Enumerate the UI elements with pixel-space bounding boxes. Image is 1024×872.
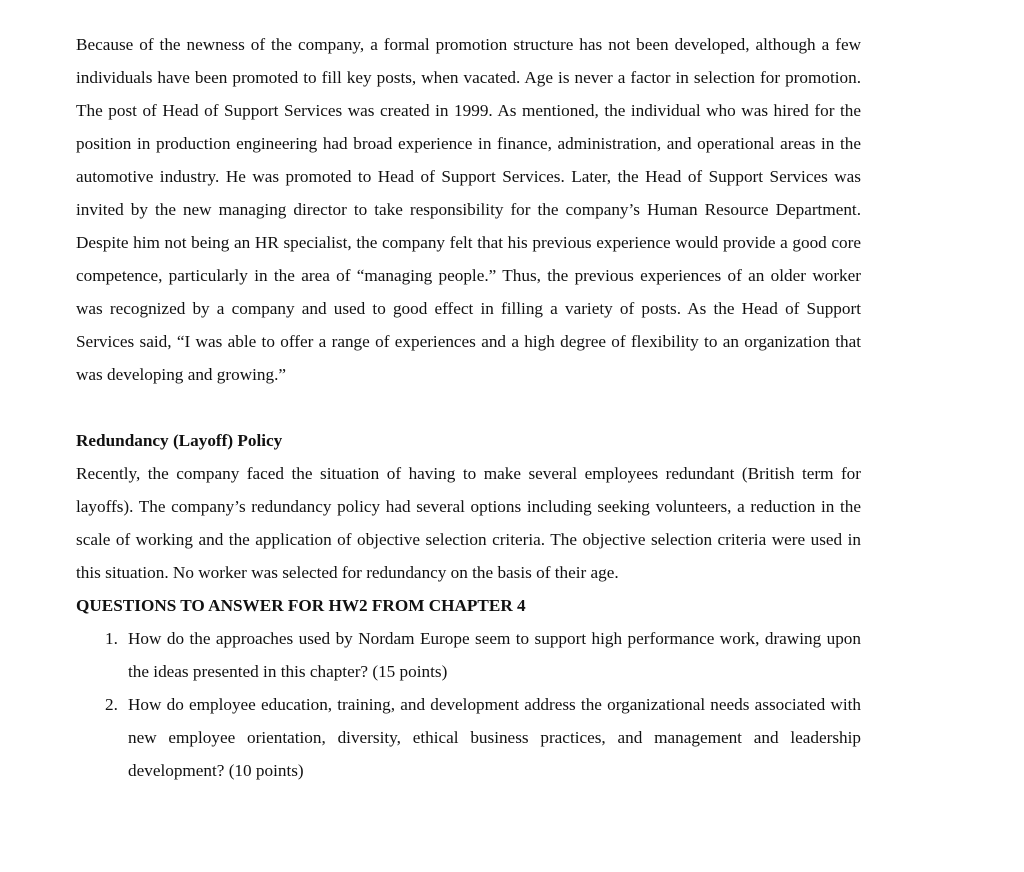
paragraph-spacer (76, 391, 861, 424)
question-item (76, 622, 861, 688)
redundancy-heading: Redundancy (Layoff) Policy (76, 431, 283, 450)
questions-heading: QUESTIONS TO ANSWER FOR HW2 FROM CHAPTER 4 (76, 596, 526, 615)
question-text: How do employee education, training, and development address the organizational needs associated with new employee orientation, diversity, ethical business practices, and management and leadership development? (10 points) (128, 695, 861, 780)
document-page (76, 28, 861, 787)
question-number: 1. (105, 629, 118, 648)
intro-paragraph: Because of the newness of the company, a formal promotion structure has not been developed, although a few individuals have been promoted to fill key posts, when vacated. Age is never a factor in selection for promotion. The post of Head of Support Services was created in 1999. As mentioned, the individual who was hired for the position in production engineering had broad experience in finance, administration, and operational areas in the automotive industry. He was promoted to Head of Support Services. Later, the Head of Support Services was invited by the new managing director to take responsibility for the company’s Human Resource Department. Despite him not being an HR specialist, the company felt that his previous experience would provide a good core competence, particularly in the area of “managing people.” Thus, the previous experiences of an older worker was recognized by a company and used to good effect in filling a variety of posts. As the Head of Support Services said, “I was able to offer a range of experiences and a high degree of flexibility to an organization that was developing and growing.” (76, 35, 861, 384)
question-item (76, 688, 861, 787)
redundancy-paragraph: Recently, the company faced the situation of having to make several employees redundant (British term for layoffs). The company’s redundancy policy had several options including seeking volunteers, a reduction in the scale of working and the application of objective selection criteria. The objective selection criteria were used in this situation. No worker was selected for redundancy on the basis of their age. (76, 464, 861, 582)
question-text: How do the approaches used by Nordam Europe seem to support high performance work, drawing upon the ideas presented in this chapter? (15 points) (128, 629, 861, 681)
questions-list (76, 622, 861, 787)
question-number: 2. (105, 695, 118, 714)
